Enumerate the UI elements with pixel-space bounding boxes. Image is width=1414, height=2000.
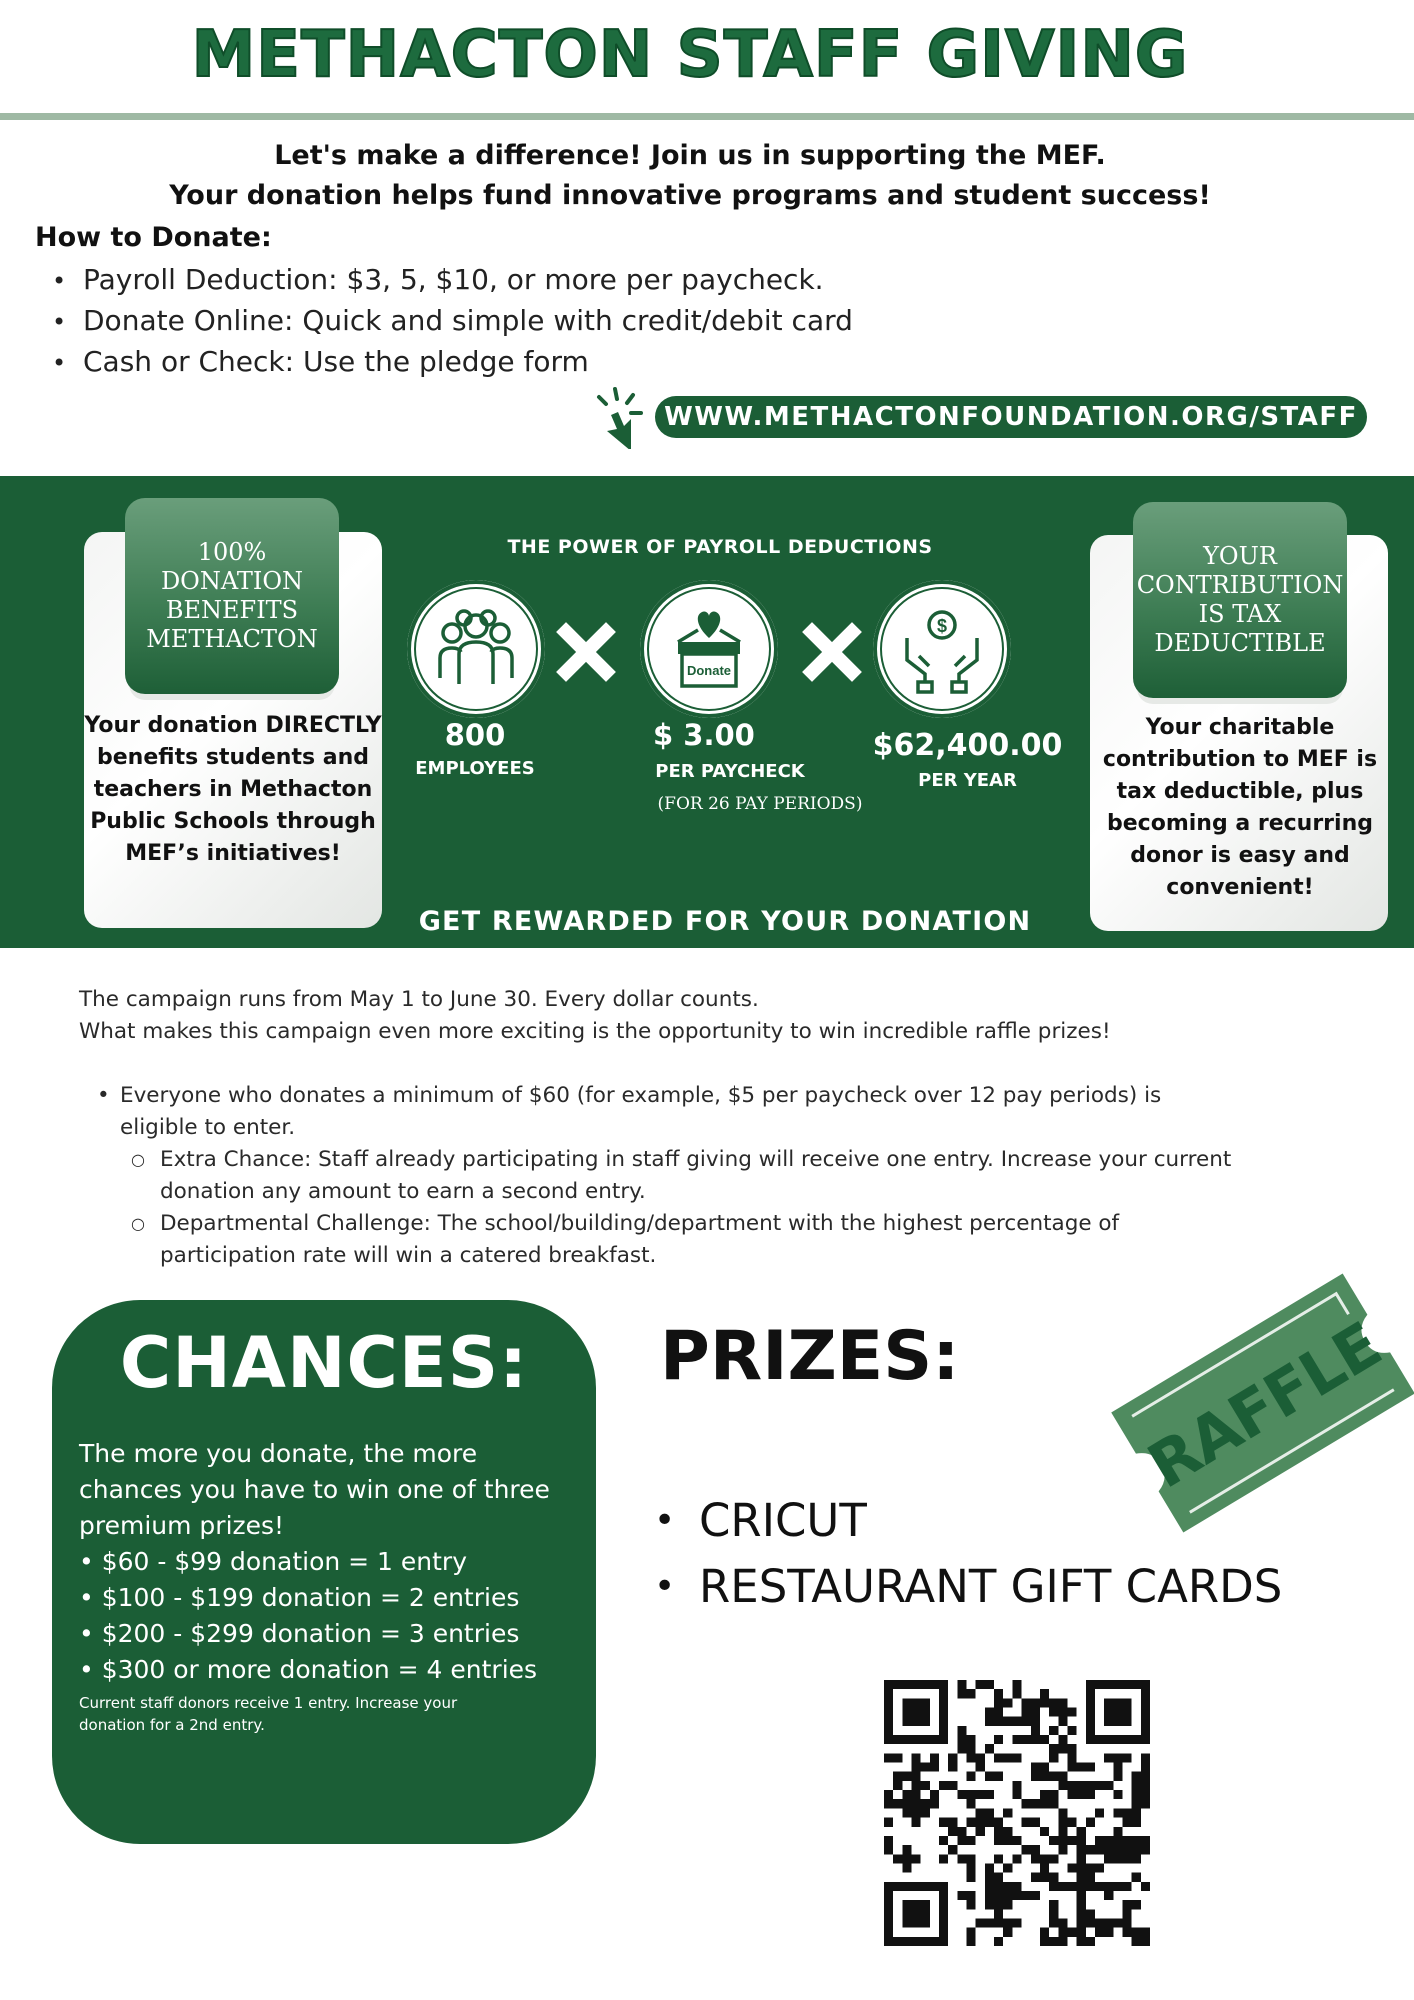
title-divider bbox=[0, 113, 1414, 120]
paycheck-value: $ 3.00 bbox=[653, 718, 755, 752]
coin-symbol: $ bbox=[936, 616, 948, 636]
per-year-value: $62,400.00 bbox=[872, 728, 1063, 763]
campaign-intro bbox=[79, 984, 1111, 1048]
rule-text: eligible to enter. bbox=[120, 1115, 296, 1140]
multiply-icon bbox=[556, 622, 616, 682]
payroll-power-heading: THE POWER OF PAYROLL DEDUCTIONS bbox=[507, 536, 933, 558]
per-year-circle bbox=[873, 580, 1011, 718]
list-item: • RESTAURANT GIFT CARDS bbox=[654, 1554, 1282, 1620]
campaign-line-2: What makes this campaign even more exciting is the opportunity to win incredible raffle prizes! bbox=[79, 1019, 1111, 1044]
intro-line-2: Your donation helps fund innovative programs and student success! bbox=[169, 180, 1211, 211]
benefits-badge: 100% DONATION BENEFITS METHACTON bbox=[125, 498, 339, 694]
chances-intro-line: chances you have to win one of three bbox=[79, 1475, 550, 1504]
rule-text: ○ Departmental Challenge: The school/building/department with the highest percentage of bbox=[160, 1211, 1120, 1236]
per-year-label: PER YEAR bbox=[918, 770, 1017, 791]
hands-coin-icon bbox=[873, 580, 1011, 718]
employees-label: EMPLOYEES bbox=[415, 758, 535, 779]
cursor-click-icon bbox=[585, 383, 651, 449]
list-item: • Cash or Check: Use the pledge form bbox=[52, 342, 853, 383]
entry-tier: • $60 - $99 donation = 1 entry bbox=[79, 1547, 468, 1576]
intro bbox=[0, 136, 1380, 216]
donation-box-icon bbox=[640, 580, 778, 718]
chances-body bbox=[79, 1436, 589, 1688]
benefits-text: Your donation DIRECTLY benefits students and teachers in Methacton Public Schools through MEF’s initiatives! bbox=[84, 713, 382, 866]
how-to-donate-heading: How to Donate: bbox=[35, 222, 272, 253]
rule-text: participation rate will win a catered breakfast. bbox=[160, 1243, 657, 1268]
pay-periods-note: (FOR 26 PAY PERIODS) bbox=[657, 794, 863, 814]
chances-heading: CHANCES: bbox=[119, 1322, 529, 1404]
qr-code-icon[interactable] bbox=[884, 1680, 1150, 1946]
list-item bbox=[95, 1144, 1385, 1208]
page-title: METHACTON STAFF GIVING bbox=[191, 18, 1189, 92]
paycheck-label: PER PAYCHECK bbox=[655, 761, 805, 782]
get-rewarded-heading: GET REWARDED FOR YOUR DONATION bbox=[418, 906, 1032, 937]
how-to-donate-list bbox=[52, 260, 853, 383]
chances-note-line: donation for a 2nd entry. bbox=[79, 1716, 265, 1734]
employees-value: 800 bbox=[444, 718, 506, 752]
paycheck-circle bbox=[640, 580, 778, 718]
entry-tier: • $200 - $299 donation = 3 entries bbox=[79, 1619, 520, 1648]
chances-note-line: Current staff donors receive 1 entry. Increase your bbox=[79, 1694, 458, 1712]
rule-text: ○ Extra Chance: Staff already participating in staff giving will receive one entry. Increase your current bbox=[160, 1147, 1232, 1172]
entry-tier: • $300 or more donation = 4 entries bbox=[79, 1655, 538, 1684]
list-item: • Donate Online: Quick and simple with credit/debit card bbox=[52, 301, 853, 342]
chances-intro-line: The more you donate, the more bbox=[79, 1439, 478, 1468]
prizes-heading: PRIZES: bbox=[660, 1317, 960, 1396]
list-item bbox=[95, 1080, 1385, 1144]
chances-intro-line: premium prizes! bbox=[79, 1511, 285, 1540]
tax-deductible-badge: YOUR CONTRIBUTION IS TAX DEDUCTIBLE bbox=[1133, 502, 1347, 698]
multiply-icon bbox=[802, 622, 862, 682]
raffle-rules bbox=[95, 1080, 1385, 1272]
website-link[interactable]: WWW.METHACTONFOUNDATION.ORG/STAFF bbox=[655, 396, 1367, 438]
entry-tier: • $100 - $199 donation = 2 entries bbox=[79, 1583, 520, 1612]
list-item: • Payroll Deduction: $3, 5, $10, or more per paycheck. bbox=[52, 260, 853, 301]
rule-text: • Everyone who donates a minimum of $60 (for example, $5 per paycheck over 12 pay periods) is bbox=[120, 1083, 1162, 1108]
raffle-ticket-text: RAFFLE bbox=[1135, 1307, 1393, 1503]
people-group-icon bbox=[407, 580, 545, 718]
campaign-line-1: The campaign runs from May 1 to June 30. Every dollar counts. bbox=[79, 987, 759, 1012]
chances-note bbox=[79, 1692, 539, 1736]
list-item: • CRICUT bbox=[654, 1488, 1282, 1554]
list-item bbox=[95, 1208, 1385, 1272]
intro-line-1: Let's make a difference! Join us in supporting the MEF. bbox=[274, 140, 1106, 171]
employees-circle bbox=[407, 580, 545, 718]
donate-box-label: Donate bbox=[686, 663, 732, 678]
chances-box bbox=[52, 1300, 596, 1844]
tax-deductible-text: Your charitable contribution to MEF is tax deductible, plus becoming a recurring donor is easy and convenient! bbox=[1102, 715, 1378, 900]
rule-text: donation any amount to earn a second entry. bbox=[160, 1179, 646, 1204]
